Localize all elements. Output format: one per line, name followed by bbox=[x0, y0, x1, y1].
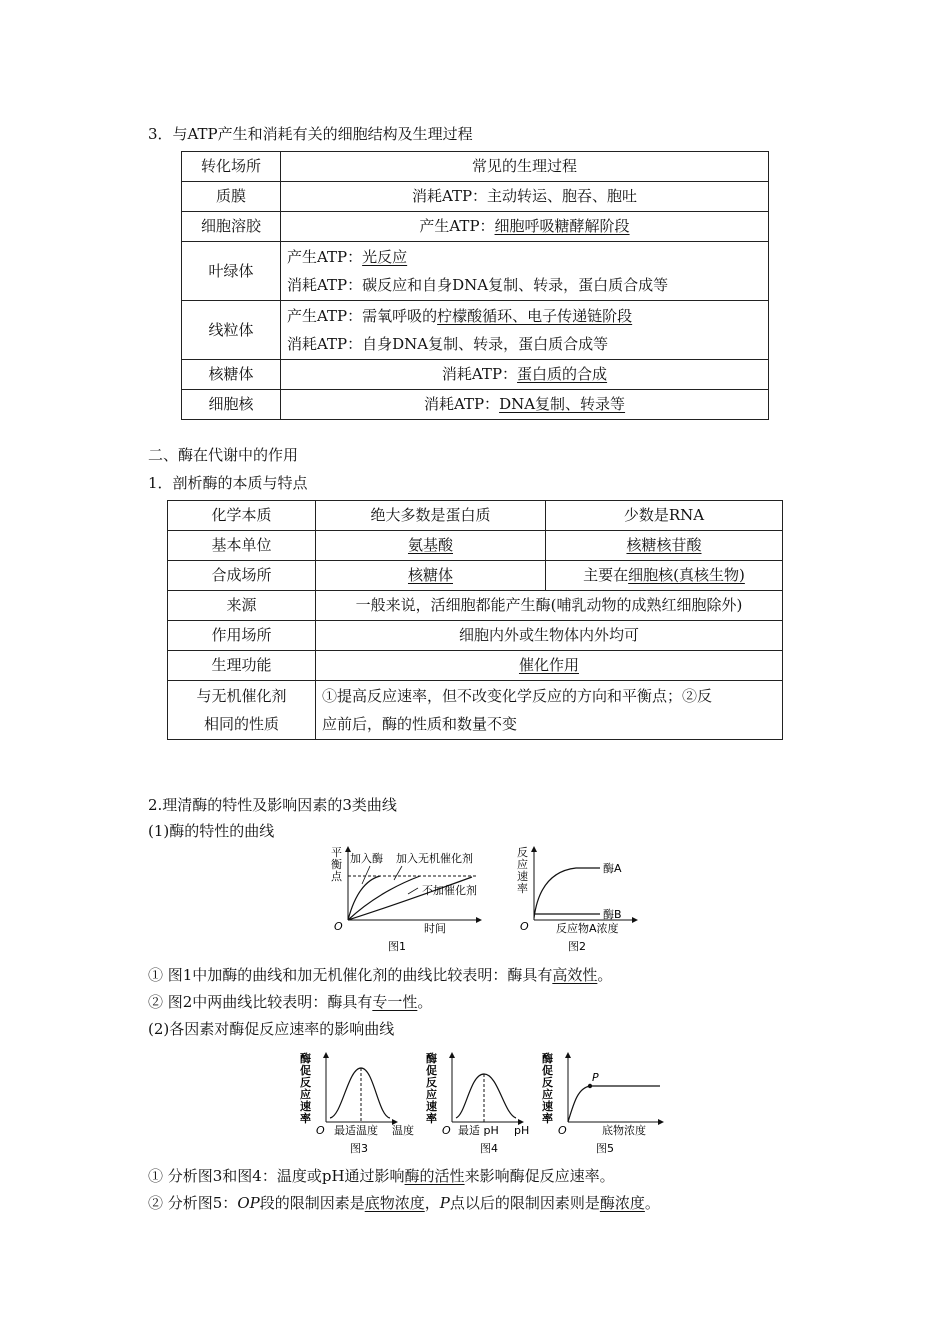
series-label: 酶B bbox=[603, 908, 622, 921]
y-label: 酶 bbox=[426, 1052, 437, 1065]
x-label: 时间 bbox=[424, 922, 446, 935]
table-cell: 线粒体 bbox=[182, 301, 281, 360]
table-cell: 产生ATP：光反应 消耗ATP：碳反应和自身DNA复制、转录，蛋白质合成等 bbox=[281, 242, 769, 301]
figure-caption: 图3 bbox=[350, 1142, 368, 1155]
enzyme-table bbox=[167, 500, 783, 740]
y-label: 应 bbox=[300, 1088, 311, 1101]
y-label: 反 bbox=[542, 1076, 553, 1089]
origin-label: O bbox=[334, 920, 343, 933]
y-label: 反 bbox=[517, 846, 528, 859]
x-label: 反应物A浓度 bbox=[556, 922, 619, 935]
legend-label: 不加催化剂 bbox=[422, 884, 477, 897]
table-cell: 消耗ATP：主动转运、胞吞、胞吐 bbox=[281, 182, 769, 212]
y-label: 衡 bbox=[331, 858, 342, 871]
legend-label: 加入无机催化剂 bbox=[396, 852, 473, 865]
table-cell: 来源 bbox=[168, 591, 316, 621]
point-marker bbox=[588, 1084, 592, 1088]
table-cell: 生理功能 bbox=[168, 651, 316, 681]
subsection-title: 2.理清酶的特性及影响因素的3类曲线 bbox=[148, 796, 397, 814]
note-text: ② 图2中两曲线比较表明：酶具有专一性。 bbox=[148, 993, 433, 1011]
y-label: 反 bbox=[300, 1076, 311, 1089]
table-cell: 化学本质 bbox=[168, 501, 316, 531]
y-label: 率 bbox=[517, 882, 528, 895]
y-label: 速 bbox=[542, 1100, 553, 1113]
section-title: 3．与ATP产生和消耗有关的细胞结构及生理过程 bbox=[148, 125, 473, 143]
subsection-title: 1．剖析酶的本质与特点 bbox=[148, 474, 308, 492]
table-row bbox=[182, 390, 769, 420]
subsection-title: (1)酶的特性的曲线 bbox=[148, 822, 275, 840]
figure-caption: 图2 bbox=[568, 940, 586, 953]
table-header: 常见的生理过程 bbox=[281, 152, 769, 182]
figure-2 bbox=[514, 844, 639, 956]
table-row bbox=[168, 651, 783, 681]
x-label: pH bbox=[514, 1124, 530, 1137]
table-cell: ①提高反应速率，但不改变化学反应的方向和平衡点；②反 应前后，酶的性质和数量不变 bbox=[316, 681, 783, 740]
table-row bbox=[182, 242, 769, 301]
table-header: 转化场所 bbox=[182, 152, 281, 182]
figure-1 bbox=[328, 844, 493, 956]
table-row bbox=[168, 621, 783, 651]
table-cell: 产生ATP：细胞呼吸糖酵解阶段 bbox=[281, 212, 769, 242]
table-row bbox=[182, 301, 769, 360]
table-cell: 催化作用 bbox=[316, 651, 783, 681]
y-label: 速 bbox=[426, 1100, 437, 1113]
y-label: 率 bbox=[426, 1112, 437, 1125]
y-label: 应 bbox=[517, 858, 528, 871]
table-cell: 作用场所 bbox=[168, 621, 316, 651]
figure-4 bbox=[424, 1050, 536, 1156]
figure-3 bbox=[298, 1050, 422, 1156]
y-label: 酶 bbox=[542, 1052, 553, 1065]
x-label: 温度 bbox=[392, 1124, 414, 1137]
table-cell: 质膜 bbox=[182, 182, 281, 212]
table-cell: 消耗ATP：蛋白质的合成 bbox=[281, 360, 769, 390]
note-text: ① 分析图3和图4：温度或pH通过影响酶的活性来影响酶促反应速率。 bbox=[148, 1167, 615, 1185]
figure-caption: 图5 bbox=[596, 1142, 614, 1155]
atp-table bbox=[181, 151, 769, 420]
table-row bbox=[168, 591, 783, 621]
section-title: 二、酶在代谢中的作用 bbox=[148, 446, 299, 464]
y-label: 酶 bbox=[300, 1052, 311, 1065]
origin-label: O bbox=[520, 920, 529, 933]
subsection-title: (2)各因素对酶促反应速率的影响曲线 bbox=[148, 1020, 395, 1038]
y-label: 反 bbox=[426, 1076, 437, 1089]
table-cell: 核糖核苷酸 bbox=[546, 531, 783, 561]
x-tick-label: 最适 pH bbox=[458, 1124, 499, 1137]
x-label: 底物浓度 bbox=[602, 1124, 646, 1137]
figure-caption: 图4 bbox=[480, 1142, 498, 1155]
figure-5 bbox=[540, 1050, 670, 1156]
point-label: P bbox=[592, 1071, 599, 1084]
legend-label: 加入酶 bbox=[350, 852, 383, 865]
table-cell: 一般来说，活细胞都能产生酶(哺乳动物的成熟红细胞除外) bbox=[316, 591, 783, 621]
x-tick-label: 最适温度 bbox=[334, 1124, 378, 1137]
note-text: ② 分析图5：OP段的限制因素是底物浓度，P点以后的限制因素则是酶浓度。 bbox=[148, 1194, 660, 1212]
table-cell: 核糖体 bbox=[316, 561, 546, 591]
y-label: 促 bbox=[300, 1064, 311, 1077]
table-cell: 主要在细胞核(真核生物) bbox=[546, 561, 783, 591]
y-label: 平 bbox=[331, 846, 342, 859]
table-cell: 细胞内外或生物体内外均可 bbox=[316, 621, 783, 651]
y-label: 促 bbox=[426, 1064, 437, 1077]
table-cell: 少数是RNA bbox=[546, 501, 783, 531]
table-row bbox=[182, 360, 769, 390]
y-label: 率 bbox=[300, 1112, 311, 1125]
y-label: 速 bbox=[517, 870, 528, 883]
table-row bbox=[168, 501, 783, 531]
table-cell: 叶绿体 bbox=[182, 242, 281, 301]
table-row bbox=[168, 681, 783, 740]
table-row bbox=[182, 212, 769, 242]
table-cell: 基本单位 bbox=[168, 531, 316, 561]
y-label: 应 bbox=[542, 1088, 553, 1101]
figure-caption: 图1 bbox=[388, 940, 406, 953]
table-row bbox=[182, 182, 769, 212]
table-cell: 消耗ATP：DNA复制、转录等 bbox=[281, 390, 769, 420]
y-label: 速 bbox=[300, 1100, 311, 1113]
y-label: 促 bbox=[542, 1064, 553, 1077]
series-label: 酶A bbox=[603, 862, 622, 875]
table-row bbox=[168, 531, 783, 561]
table-cell: 核糖体 bbox=[182, 360, 281, 390]
origin-label: O bbox=[442, 1124, 451, 1137]
y-label: 率 bbox=[542, 1112, 553, 1125]
y-label: 应 bbox=[426, 1088, 437, 1101]
table-cell: 细胞溶胶 bbox=[182, 212, 281, 242]
table-cell: 合成场所 bbox=[168, 561, 316, 591]
origin-label: O bbox=[558, 1124, 567, 1137]
origin-label: O bbox=[316, 1124, 325, 1137]
table-cell: 产生ATP：需氧呼吸的柠檬酸循环、电子传递链阶段 消耗ATP：自身DNA复制、转录，蛋白质合成等 bbox=[281, 301, 769, 360]
y-label: 点 bbox=[331, 870, 342, 883]
note-text: ① 图1中加酶的曲线和加无机催化剂的曲线比较表明：酶具有高效性。 bbox=[148, 966, 613, 984]
table-cell: 绝大多数是蛋白质 bbox=[316, 501, 546, 531]
table-cell: 与无机催化剂 相同的性质 bbox=[168, 681, 316, 740]
table-cell: 氨基酸 bbox=[316, 531, 546, 561]
table-cell: 细胞核 bbox=[182, 390, 281, 420]
table-row bbox=[168, 561, 783, 591]
